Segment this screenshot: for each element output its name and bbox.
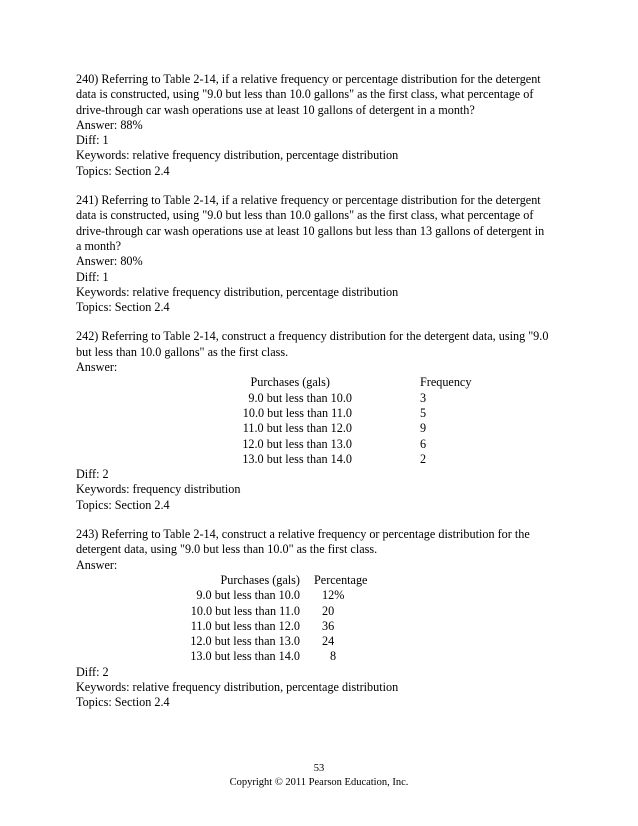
answer-line: Answer: 80% xyxy=(76,254,143,269)
table-row xyxy=(160,391,471,406)
topics-line: Topics: Section 2.4 xyxy=(76,163,170,178)
table-row xyxy=(160,421,471,436)
topics-line: Topics: Section 2.4 xyxy=(76,300,170,315)
percentage-distribution-table xyxy=(160,573,367,665)
answer-line: Answer: xyxy=(76,360,118,375)
answer-line: Answer: 88% xyxy=(76,117,143,132)
keywords-line: Keywords: relative frequency distribution, percentage distribution xyxy=(76,679,399,694)
question-text-line: 242) Referring to Table 2-14, construct a frequency distribution for the detergent data, using "9.0 xyxy=(76,329,549,344)
table-row xyxy=(160,406,471,421)
question-text-line: detergent data, using "9.0 but less than 10.0" as the first class. xyxy=(76,542,378,557)
difficulty-line: Diff: 1 xyxy=(76,269,109,284)
question-241 xyxy=(76,193,566,315)
table-cell-percentage: 20 xyxy=(322,603,335,618)
table-cell-percentage: 24 xyxy=(322,634,335,649)
answer-line: Answer: xyxy=(76,557,118,572)
table-row xyxy=(160,588,367,603)
table-row xyxy=(160,634,367,649)
question-text-line: 243) Referring to Table 2-14, construct a relative frequency or percentage distribution for the xyxy=(76,527,530,542)
table-cell-frequency: 5 xyxy=(420,405,427,420)
table-row xyxy=(160,619,367,634)
question-text-line: drive-through car wash operations use at least 10 gallons but less than 13 gallons of detergent in xyxy=(76,223,545,238)
keywords-line: Keywords: relative frequency distribution, percentage distribution xyxy=(76,284,399,299)
table-cell-class: 10.0 but less than 11.0 xyxy=(242,405,352,420)
difficulty-line: Diff: 2 xyxy=(76,664,109,679)
table-header-row xyxy=(160,375,471,390)
frequency-distribution-table xyxy=(160,375,471,467)
question-text-line: 240) Referring to Table 2-14, if a relative frequency or percentage distribution for the detergent xyxy=(76,72,541,86)
table-cell-frequency: 2 xyxy=(420,451,427,466)
question-text-line: drive-through car wash operations use at least 10 gallons of detergent in a month? xyxy=(76,102,475,117)
table-cell-frequency: 3 xyxy=(420,390,427,405)
column-header-percentage: Percentage xyxy=(314,572,368,587)
table-row xyxy=(160,604,367,619)
difficulty-line: Diff: 1 xyxy=(76,133,109,148)
table-cell-percentage-value: 8 xyxy=(330,649,337,664)
table-cell-class: 11.0 but less than 12.0 xyxy=(242,421,352,436)
table-cell-class: 10.0 but less than 11.0 xyxy=(190,603,300,618)
table-cell-class: 13.0 but less than 14.0 xyxy=(190,649,300,664)
table-cell-class: 9.0 but less than 10.0 xyxy=(196,588,300,603)
question-text-line: data is constructed, using "9.0 but less than 10.0 gallons" as the first class, what percentage of xyxy=(76,87,534,102)
table-cell-frequency: 6 xyxy=(420,436,427,451)
question-text-line: but less than 10.0 gallons" as the first class. xyxy=(76,344,289,359)
table-cell-class: 11.0 but less than 12.0 xyxy=(190,618,300,633)
page-number: 53 xyxy=(313,763,325,774)
question-240 xyxy=(76,72,566,179)
table-row xyxy=(160,452,471,467)
topics-line: Topics: Section 2.4 xyxy=(76,695,170,710)
question-text-line: 241) Referring to Table 2-14, if a relative frequency or percentage distribution for the detergent xyxy=(76,193,541,208)
question-243 xyxy=(76,527,566,711)
table-header-row xyxy=(160,573,367,588)
table-cell-class: 12.0 but less than 13.0 xyxy=(242,436,352,451)
column-header-purchases: Purchases (gals) xyxy=(250,375,330,390)
table-row xyxy=(160,649,367,664)
page-content xyxy=(76,72,566,725)
table-cell-percentage: 12% xyxy=(322,588,345,603)
table-cell-class: 9.0 but less than 10.0 xyxy=(248,390,352,405)
question-242 xyxy=(76,329,566,513)
table-row xyxy=(160,437,471,452)
keywords-line: Keywords: relative frequency distribution, percentage distribution xyxy=(76,148,399,163)
table-cell-class: 13.0 but less than 14.0 xyxy=(242,451,352,466)
table-cell-class: 12.0 but less than 13.0 xyxy=(190,634,300,649)
table-cell-frequency: 9 xyxy=(420,421,427,436)
column-header-purchases: Purchases (gals) xyxy=(220,572,300,587)
table-cell-percentage: 36 xyxy=(322,618,335,633)
question-text-line: a month? xyxy=(76,238,122,253)
table-cell-percentage xyxy=(300,649,367,664)
copyright-notice: Copyright © 2011 Pearson Education, Inc. xyxy=(229,777,409,788)
topics-line: Topics: Section 2.4 xyxy=(76,497,170,512)
column-header-frequency: Frequency xyxy=(420,375,472,390)
question-text-line: data is constructed, using "9.0 but less than 10.0 gallons" as the first class, what percentage of xyxy=(76,208,534,223)
keywords-line: Keywords: frequency distribution xyxy=(76,482,241,497)
difficulty-line: Diff: 2 xyxy=(76,467,109,482)
